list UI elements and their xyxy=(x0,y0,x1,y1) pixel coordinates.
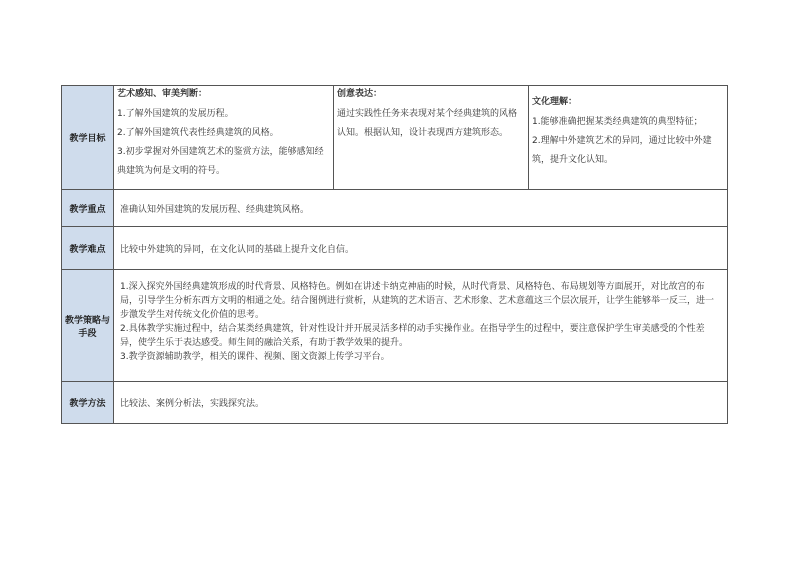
strategy-label: 教学策略与手段 xyxy=(62,270,114,382)
strategy-item-1: 1.深入探究外国经典建筑形成的时代背景、风格特色。例如在讲述卡纳克神庙的时候，从时代背景、风格特色、布局规划等方面展开，对比故宫的布局，引导学生分析东西方文明的相通之处。结合图例进行赏析，从建筑的艺术语言、艺术形象、艺术意蕴这三个层次展开，让学生能够举一反三，进一步激发学生对传统文化价值的思考。 xyxy=(120,282,715,320)
methods-label: 教学方法 xyxy=(62,382,114,424)
cultural-understanding-title: 文化理解： xyxy=(532,97,578,107)
cultural-understanding-cell xyxy=(529,86,728,190)
difficulties-row xyxy=(62,227,728,270)
art-perception-cell xyxy=(114,86,334,190)
art-item-1: 1.了解外国建筑的发展历程。 xyxy=(117,109,234,119)
art-item-2: 2.了解外国建筑代表性经典建筑的风格。 xyxy=(117,128,279,138)
strategy-item-3: 3.教学资源辅助教学，相关的课件、视频、图文资源上传学习平台。 xyxy=(120,352,390,362)
strategy-cell xyxy=(114,270,728,382)
difficulties-label: 教学难点 xyxy=(62,227,114,270)
methods-row xyxy=(62,382,728,424)
creative-expression-text: 通过实践性任务来表现对某个经典建筑的风格认知。根据认知，设计表现西方建筑形态。 xyxy=(337,109,518,138)
culture-item-1: 1.能够准确把握某类经典建筑的典型特征； xyxy=(532,117,703,127)
objectives-label: 教学目标 xyxy=(62,86,114,190)
art-perception-title: 艺术感知、审美判断： xyxy=(117,89,208,99)
strategy-row xyxy=(62,270,728,382)
creative-expression-title: 创意表达： xyxy=(337,89,383,99)
lesson-plan-table xyxy=(61,85,728,424)
key-points-text: 准确认知外国建筑的发展历程、经典建筑风格。 xyxy=(114,190,728,227)
key-points-label: 教学重点 xyxy=(62,190,114,227)
objectives-row xyxy=(62,86,728,190)
strategy-item-2: 2.具体教学实施过程中，结合某类经典建筑，针对性设计并开展灵活多样的动手实操作业。在指导学生的过程中，要注意保护学生审美感受的个性差异，使学生乐于表达感受。师生间的融洽关系，有助于教学效果的提升。 xyxy=(120,324,705,348)
culture-item-2: 2.理解中外建筑艺术的异同，通过比较中外建筑，提升文化认知。 xyxy=(532,136,712,165)
key-points-row xyxy=(62,190,728,227)
difficulties-text: 比较中外建筑的异同，在文化认同的基础上提升文化自信。 xyxy=(114,227,728,270)
creative-expression-cell xyxy=(334,86,529,190)
art-item-3: 3.初步掌握对外国建筑艺术的鉴赏方法，能够感知经典建筑为何是文明的符号。 xyxy=(117,147,324,176)
methods-text: 比较法、案例分析法，实践探究法。 xyxy=(114,382,728,424)
